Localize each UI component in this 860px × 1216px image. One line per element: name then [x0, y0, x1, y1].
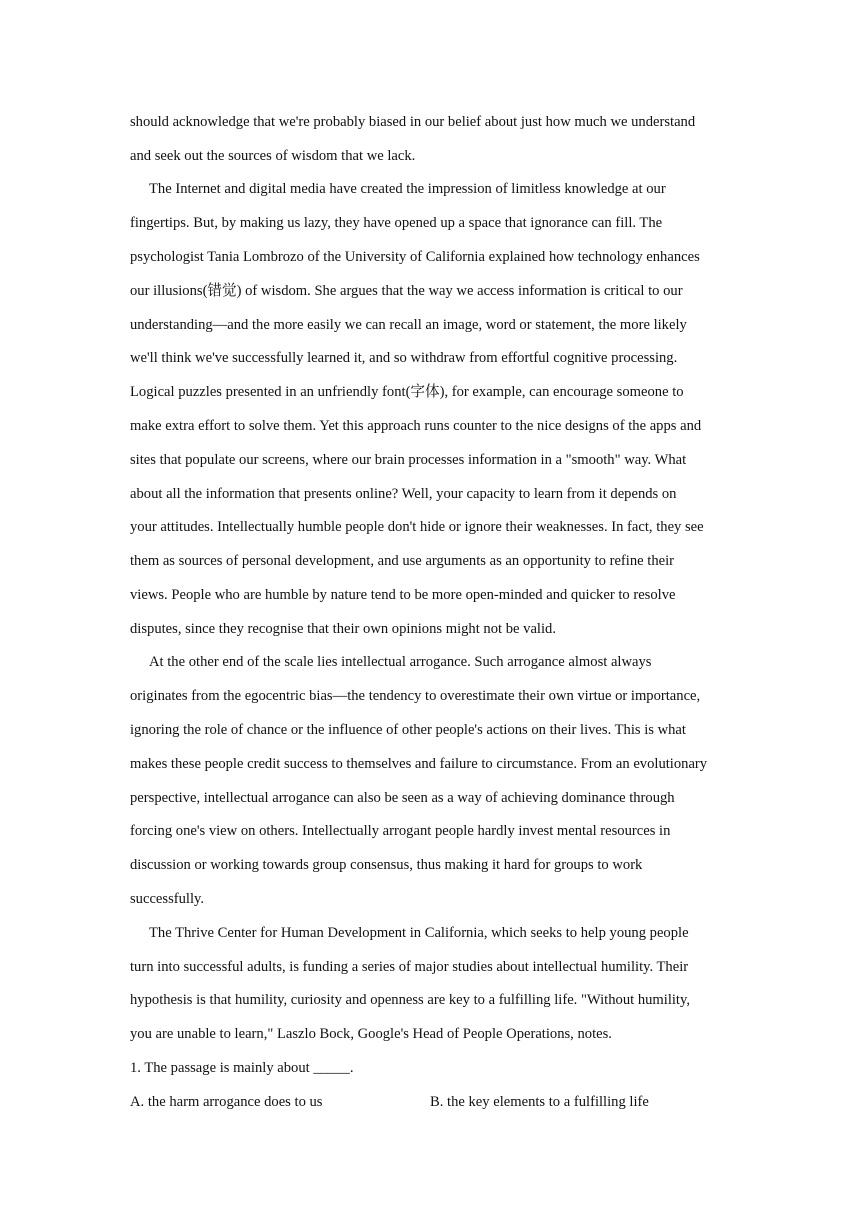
- passage-line: psychologist Tania Lombrozo of the University of California explained how technology enhances: [130, 249, 700, 265]
- passage-line: hypothesis is that humility, curiosity and openness are key to a fulfilling life. "Without humility,: [130, 992, 690, 1008]
- passage-line: our illusions(错觉) of wisdom. She argues that the way we access information is critical to our: [130, 283, 683, 299]
- passage-line: successfully.: [130, 891, 205, 907]
- passage-line: disputes, since they recognise that their own opinions might not be valid.: [130, 621, 556, 637]
- passage-line: fingertips. But, by making us lazy, they have opened up a space that ignorance can fill. The: [130, 215, 663, 231]
- passage-line: and seek out the sources of wisdom that we lack.: [130, 148, 416, 164]
- option-a: A. the harm arrogance does to us: [130, 1094, 323, 1110]
- passage-line: makes these people credit success to themselves and failure to circumstance. From an evolutionary: [130, 756, 708, 772]
- passage-line: them as sources of personal development, and use arguments as an opportunity to refine their: [130, 553, 675, 569]
- passage-line: should acknowledge that we're probably biased in our belief about just how much we understand: [130, 114, 696, 130]
- paragraph-start-line: The Internet and digital media have created the impression of limitless knowledge at our: [149, 181, 666, 197]
- paragraph-start-line: The Thrive Center for Human Development in California, which seeks to help young people: [149, 925, 689, 941]
- passage-line: make extra effort to solve them. Yet this approach runs counter to the nice designs of the apps and: [130, 418, 702, 434]
- passage-line: you are unable to learn," Laszlo Bock, Google's Head of People Operations, notes.: [130, 1026, 612, 1042]
- passage-line: perspective, intellectual arrogance can also be seen as a way of achieving dominance through: [130, 790, 675, 806]
- question-text: 1. The passage is mainly about _____.: [130, 1060, 354, 1076]
- passage-line: understanding—and the more easily we can recall an image, word or statement, the more likely: [130, 317, 687, 333]
- passage-line: your attitudes. Intellectually humble people don't hide or ignore their weaknesses. In fact, they see: [130, 519, 704, 535]
- passage-line: discussion or working towards group consensus, thus making it hard for groups to work: [130, 857, 643, 873]
- passage-line: views. People who are humble by nature tend to be more open-minded and quicker to resolve: [130, 587, 676, 603]
- passage-line: originates from the egocentric bias—the tendency to overestimate their own virtue or importance,: [130, 688, 701, 704]
- paragraph-start-line: At the other end of the scale lies intellectual arrogance. Such arrogance almost always: [149, 654, 652, 670]
- passage-line: about all the information that presents online? Well, your capacity to learn from it depends on: [130, 486, 677, 502]
- passage-line: Logical puzzles presented in an unfriendly font(字体), for example, can encourage someone to: [130, 384, 684, 400]
- passage-line: sites that populate our screens, where our brain processes information in a "smooth" way. What: [130, 452, 687, 468]
- passage-line: ignoring the role of chance or the influence of other people's actions on their lives. This is what: [130, 722, 686, 738]
- option-b: B. the key elements to a fulfilling life: [430, 1094, 649, 1110]
- passage-line: forcing one's view on others. Intellectually arrogant people hardly invest mental resources in: [130, 823, 671, 839]
- passage-line: we'll think we've successfully learned it, and so withdraw from effortful cognitive processing.: [130, 350, 678, 366]
- passage-line: turn into successful adults, is funding a series of major studies about intellectual humility. Their: [130, 959, 689, 975]
